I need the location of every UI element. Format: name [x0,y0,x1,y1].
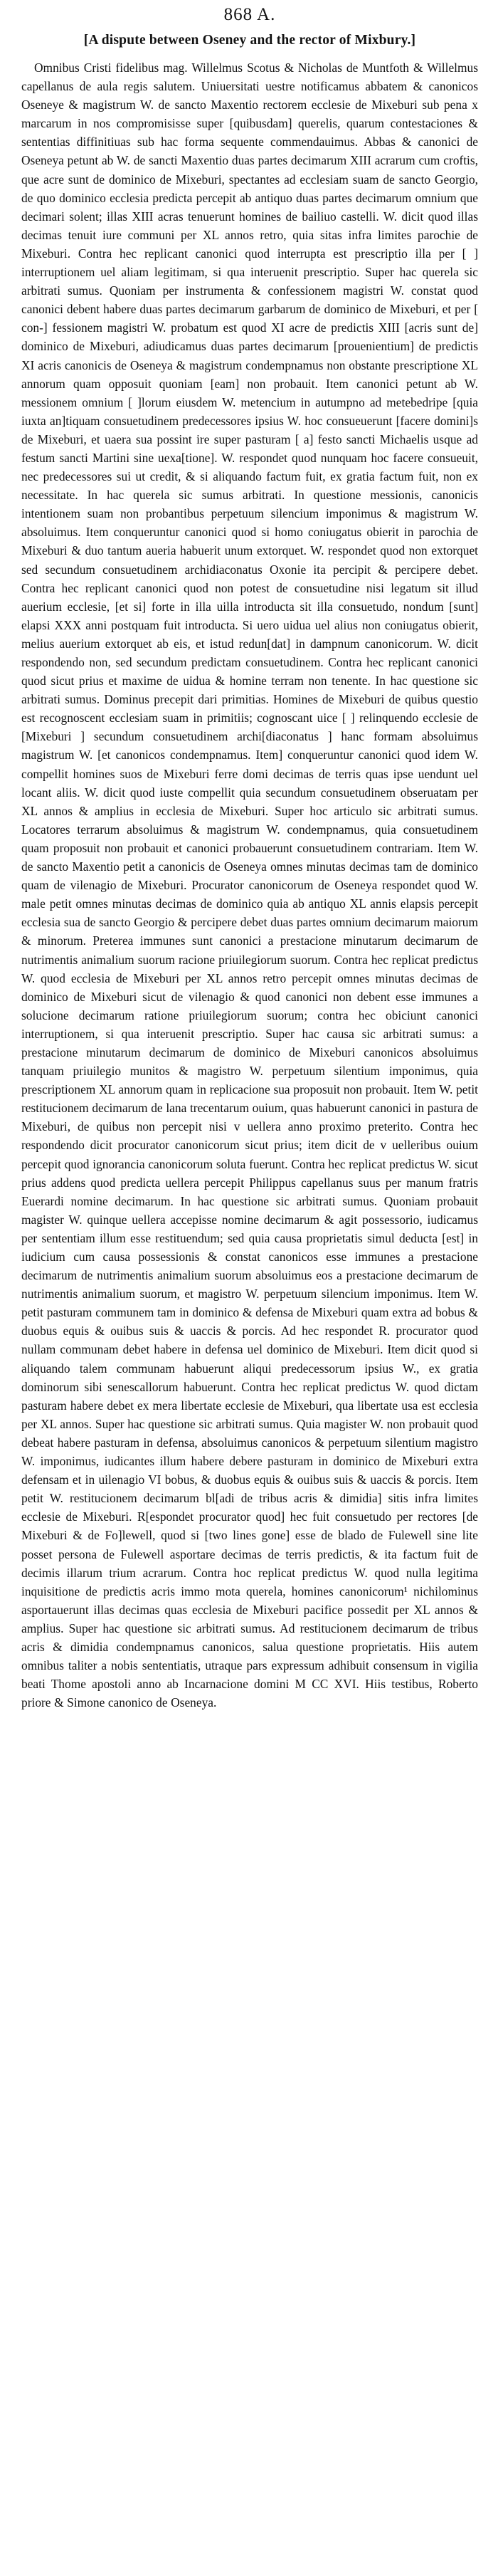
charter-text: Omnibus Cristi fidelibus mag. Willelmus Scotus & Nicholas de Muntfoth & Willelmus capellanus de aula regis salutem. Uniuersitati uestre notificamus abbatem & canonicos Oseneye & magistrum W. de sancto Maxentio rectorem ecclesie de Mixeburi sub pena x marcarum in nos compromisisse super [quibusdam] querelis, quarum contestaciones & sententias diffinitiuas sub hac forma sequente commendauimus. Abbas & canonici de Oseneya petunt ab W. de sancti Maxentio duas partes decimarum XIII acrarum cum croftis, que acre sunt de dominico de Mixeburi, spectantes ad ecclesiam suam de sancto Georgio, de quo dominico ecclesia predicta percepit ab antiquo duas partes decimarum omnium que decimari solent; illas XIII acras tenuerunt homines de bailiuo castelli. W. dicit quod illas decimas tenuit iure communi per XL annos retro, quia sitas infra limites parochie de Mixeburi. Contra hec replicant canonici quod interrupta est prescriptio illa per [ ] interruptionem uel aliam legitimam, si qua interuenit prescriptio. Super hac querela sic arbitrati sumus. Quoniam per instrumenta & confessionem magistri W. constat quod canonici debent habere duas partes decimarum garbarum de dominico de Mixeburi, et per [ con-] fessionem magistri W. probatum est quod XI acre de predictis XIII [acris sunt de] dominico de Mixeburi, adiudicamus duas partes decimarum [prouenientium] de predictis XI acris canonicis de Oseneya & magistrum condempnamus non obstante prescriptione XL annorum quam opposuit quoniam [eam] non probauit. Item canonici petunt ab W. messionem omnium [ ]lorum eiusdem W. metencium in autumpno ad metebedripe [quia iuxta an]tiquam consuetudinem predecessores ipsius W. hoc consueuerunt [facere domini]s de Mixeburi, et uaera sua possint ire super pasturam [ a] festo sancti Michaelis usque ad festum sancti Martini sine uexa[tione]. W. respondet quod nunquam hoc facere consueuit, nec predecessores sui ut credit, & si aliquando factum fuit, ex gratia factum fuit, non ex necessitate. In hac querela sic sumus arbitrati. In questione messionis, canonicis intentionem suam non probantibus perpetuum silencium imponimus & magistrum W. absoluimus. Item conqueruntur canonici quod si homo coniugatus obierit in parochia de Mixeburi & duo tantum aueria habuerit unum extorquet. W. respondet quod non extorquet sed secundum consuetudinem archidiaconatus Oxonie ita percipit & percipere debet. Contra hec replicant canonici quod non potest de consuetudine nisi legatum sit illud auerium ecclesie, [et si] forte in illa uilla introducta sit illa consuetudo, nondum [sunt] elapsi XXX anni postquam fuit introducta. Si uero uidua uel alius non coniugatus obierit, melius auerium extorquet ab eis, et istud redun[dat] in dampnum canonicorum. W. dicit respondendo non, sed secundum predictam consuetudinem. Contra hec replicant canonici quod sicut prius et maxime de uidua & homine terram non tenente. In hac questione sic arbitrati sumus. Dominus precepit dari primitias. Homines de Mixeburi de quibus questio est recognoscent ecclesiam suam in primitiis; cognoscant uice [ ] relinquendo ecclesie de [Mixeburi ] secundum consuetudinem archi[diaconatus ] hanc formam absoluimus magistrum W. [et canonicos condempnamus. Item] conqueruntur canonici quod idem W. compellit homines suos de Mixeburi ferre domi decimas de terris quas ipse uendunt uel locant aliis. W. dicit quod iuste compellit quia secundum consuetudinem obseruatam per XL annos & amplius in ecclesia de Mixeburi. Super hoc articulo sic arbitrati sumus. Locatores terrarum absoluimus & magistrum W. condempnamus, quia consuetudinem quam proposuit non probauit et canonici probauerunt consuetudinem contrariam. Item W. de sancto Maxentio petit a canonicis de Oseneya omnes minutas decimas tam de dominico quam de vilenagio de Mixeburi. Procurator canonicorum de Oseneya respondet quod W. male petit omnes minutas decimas de dominico quia ab antiquo XL annis elapsis percepit ecclesia sua de sancto Georgio & percipere debet duas partes omnium decimarum maiorum & minorum. Preterea immunes sunt canonici a prestacione minutarum decimarum de nutrimentis animalium suorum racione priuilegiorum suorum. Contra hec replicat predictus W. quod ecclesia de Mixeburi per XL annos retro percepit omnes minutas decimas de dominico de Mixeburi sicut de vilenagio & quod canonici non debent esse immunes a solucione decimarum ratione priuilegiorum suorum; contra hec obiciunt canonici interruptionem, si qua interuenit prescriptio. Super hac causa sic arbitrati sumus: a prestacione minutarum decimarum de dominico de Mixeburi canonicos absoluimus tanquam priuilegio munitos & magistro W. perpetuum silentium imponimus, quia prescriptionem XL annorum quam in replicacione sua proposuit non probauit. Item W. petit restitucionem decimarum de lana trecentarum ouium, quas habuerunt canonici in pastura de Mixeburi, de quibus non percepit nisi v uellera anno proximo preterito. Contra hec respondendo dicit procurator canonicorum sicut prius; item dicit de v uelleribus ouium percepit quod ignorancia canonicorum soluta fuerunt. Contra hec replicat predictus W. sicut prius addens quod predicta uellera percepit Philippus capellanus suus per manum fratris Euerardi nomine decimarum. In hac questione sic arbitrati sumus. Quoniam probauit magister W. quinque uellera accepisse nomine decimarum & agit possessorio, iudicamus per sententiam illum esse restituendum; sed quia causa proprietatis simul deducta [est] in iudicium cum causa possessionis & constat canonicos esse immunes a prestacione decimarum de nutrimentis animalium suorum absoluimus eos a prestacione decimarum de nutrimentis animalium suorum, et magistro W. perpetuum silencium imponimus. Item W. petit pasturam communem tam in dominico & defensa de Mixeburi quam extra ad bobus & duobus equis & ouibus suis & uaccis & porcis. Ad hec respondet R. procurator quod nullam communam debet habere in defensa uel dominico de Mixeburi. Item dicit quod si aliquando talem communam habuerunt aliqui predecessorum ipsius W., ex gratia dominorum sibi senescallorum habuerunt. Contra hec replicat predictus W. quod dictam pasturam habere debet ex mera libertate ecclesie de Mixeburi, qua libertate usa est ecclesia per XL annos. Super hac questione sic arbitrati sumus. Quia magister W. non probauit quod debeat habere pasturam in defensa, absoluimus canonicos & perpetuum silentium magistro W. imponimus, iudicantes illum habere debere pasturam in dominico de Mixeburi extra defensam et in uilenagio VI bobus, & duobus equis & ouibus suis & uaccis & porcis. Item petit W. restitucionem decimarum bl[adi de tribus acris & dimidia] sitis infra limites ecclesie de Mixeburi. R[espondet procurator quod] hec fuit consuetudo per rectores [de Mixeburi & de Fo]lewell, quod si [two lines gone] esse de blado de Fulewell sine lite posset persona de Fulewell asportare decimas de terris predictis, & ita factum fuit de decimis illarum trium acrarum. Contra hoc replicat predictus W. quod nulla legitima inquisitione de predictis acris immo mota querela, homines canonicorum¹ nichilominus asportauerunt illas decimas quas ecclesia de Mixeburi pacifice possedit per XL annos & amplius. Super hac questione sic arbitrati sumus. Ad restitucionem decimarum de tribus acris & dimidia condempnamus canonicos, salua questione proprietatis. Hiis autem omnibus taliter a nobis sententiatis, utraque pars expressum adhibuit consensum in vigilia beati Thome apostoli anno ab Incarnacione domini M CC XVI. Hiis testibus, Roberto priore & Simone canonico de Oseneya. [21,61,478,1710]
page-number: 868 A. [223,5,276,24]
document-heading: [A dispute between Oseney and the rector of Mixbury.] [83,33,416,48]
